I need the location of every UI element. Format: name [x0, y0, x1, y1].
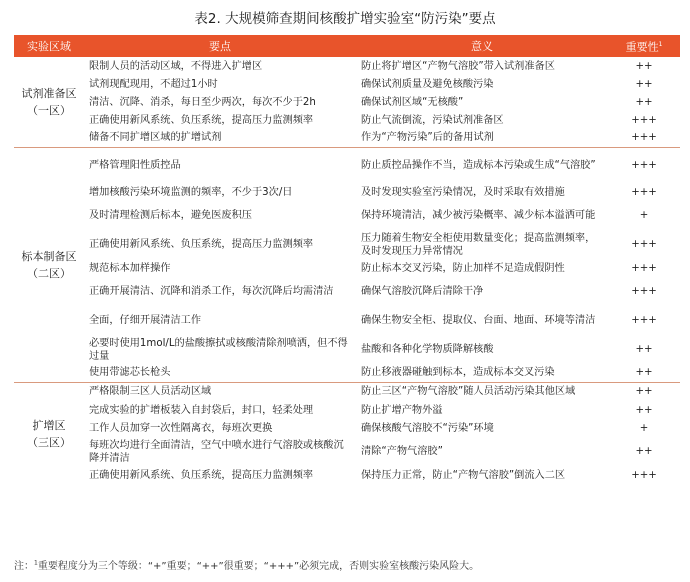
- meaning-cell: 防止气流倒流，污染试剂准备区: [361, 114, 504, 126]
- meaning-cell: 压力随着生物安全柜使用数量变化；提高监测频率，及时发现压力异常情况: [361, 232, 596, 257]
- table-row: [14, 419, 680, 437]
- table-row: [14, 129, 680, 147]
- table-row: [14, 364, 680, 382]
- meaning-cell: 防止移液器碰触到标本，造成标本交叉污染: [361, 367, 555, 379]
- table-header-row: [14, 35, 680, 57]
- point-cell: 全面，仔细开展清洁工作: [89, 315, 202, 326]
- footnote-prefix: 注：: [14, 561, 34, 572]
- importance-cell: ++: [608, 382, 680, 401]
- point-cell: 正确使用新风系统、负压系统，提高压力监测频率: [89, 470, 314, 481]
- meaning-cell: 确保试剂区域“无核酸”: [361, 96, 464, 108]
- meaning-cell: 确保试剂质量及避免核酸污染: [361, 78, 494, 90]
- point-cell: 及时清理检测后标本，避免医废积压: [89, 210, 252, 221]
- importance-cell: ++: [635, 367, 653, 379]
- importance-cell: +++: [631, 470, 657, 481]
- point-cell: 工作人员加穿一次性隔离衣，每班次更换: [89, 422, 273, 434]
- point-cell: 严格限制三区人员活动区域: [84, 382, 356, 401]
- point-cell: 限制人员的活动区域，不得进入扩增区: [89, 60, 263, 72]
- table-row: [14, 277, 680, 306]
- table-row: [14, 93, 680, 111]
- header-meaning: 意义: [356, 35, 608, 57]
- zone-cell: [14, 57, 84, 147]
- point-cell: 储备不同扩增区域的扩增试剂: [89, 132, 222, 144]
- meaning-cell: 防止标本交叉污染，防止加样不足造成假阴性: [361, 262, 565, 274]
- footnote: [14, 557, 680, 572]
- meaning-cell: 保持环境清洁，减少被污染概率、减少标本溢洒可能: [361, 210, 596, 221]
- point-cell: 严格管理阳性质控品: [84, 147, 356, 183]
- zone-cell: [14, 382, 84, 485]
- table-row: [14, 466, 680, 485]
- table-row: [14, 147, 680, 183]
- table-row: [14, 183, 680, 201]
- point-cell: 正确使用新风系统、负压系统，提高压力监测频率: [89, 114, 314, 126]
- header-zone: 实验区域: [14, 35, 84, 57]
- importance-cell: +++: [631, 239, 657, 250]
- importance-cell: +++: [631, 262, 657, 274]
- importance-cell: +++: [631, 114, 657, 126]
- table-row: [14, 259, 680, 277]
- table-row: [14, 306, 680, 335]
- importance-cell: ++: [635, 344, 653, 355]
- point-cell: 清洁、沉降、消杀，每日至少两次，每次不少于2h: [89, 96, 316, 108]
- point-cell: 增加核酸污染环境监测的频率，不少于3次/日: [89, 186, 293, 198]
- importance-cell: ++: [635, 404, 653, 416]
- point-cell: 必要时使用1mol/L的盐酸擦拭或核酸清除剂喷洒，但不得过量: [89, 337, 348, 362]
- point-cell: 试剂现配现用，不超过1小时: [89, 78, 218, 90]
- table-row: [14, 75, 680, 93]
- meaning-cell: 作为“产物污染”后的备用试剂: [361, 132, 494, 144]
- meaning-cell: 防止三区“产物气溶胶”随人员活动污染其他区域: [356, 382, 608, 401]
- meaning-cell: 防止将扩增区“产物气溶胶”带入试剂准备区: [361, 60, 555, 72]
- table-row: [14, 57, 680, 75]
- table-title: 表2. 大规模筛查期间核酸扩增实验室“防污染”要点: [194, 11, 496, 27]
- point-cell: 正确使用新风系统、负压系统，提高压力监测频率: [89, 239, 314, 250]
- table-body: [14, 57, 680, 485]
- importance-cell: +++: [608, 147, 680, 183]
- meaning-cell: 确保核酸气溶胶不“污染”环境: [361, 422, 494, 434]
- meaning-cell: 保持压力正常，防止“产物气溶胶”倒流入二区: [361, 470, 566, 481]
- importance-cell: ++: [635, 96, 653, 108]
- table-row: [14, 401, 680, 419]
- point-cell: 规范标本加样操作: [89, 262, 171, 274]
- importance-cell: +: [639, 422, 649, 434]
- anti-contamination-table: [14, 35, 680, 485]
- header-footnote-mark: 1: [658, 41, 663, 49]
- zone-number: （二区）: [27, 266, 71, 280]
- table-row: [14, 111, 680, 129]
- importance-cell: ++: [635, 60, 653, 72]
- zone-number: （一区）: [27, 103, 71, 117]
- importance-cell: +: [639, 210, 649, 221]
- importance-cell: ++: [635, 446, 653, 457]
- meaning-cell: 确保气溶胶沉降后清除干净: [361, 286, 484, 297]
- meaning-cell: 盐酸和各种化学物质降解核酸: [361, 344, 494, 355]
- table-row: [14, 382, 680, 401]
- zone-name: 扩增区: [32, 418, 66, 432]
- importance-cell: +++: [631, 186, 657, 198]
- footnote-mark: 1: [34, 559, 38, 567]
- importance-cell: ++: [635, 78, 653, 90]
- table-row: [14, 230, 680, 259]
- meaning-cell: 及时发现实验室污染情况，及时采取有效措施: [361, 186, 565, 198]
- point-cell: 每班次均进行全面清洁，空气中喷水进行气溶胶或核酸沉降并清洁: [89, 439, 344, 464]
- meaning-cell: 防止质控品操作不当，造成标本污染或生成“气溶胶”: [356, 147, 608, 183]
- importance-cell: +++: [631, 315, 657, 326]
- meaning-cell: 清除“产物气溶胶”: [361, 446, 443, 457]
- header-importance: 重要性$^1$: [608, 35, 680, 57]
- importance-cell: +++: [631, 132, 657, 144]
- importance-cell: +++: [631, 286, 657, 297]
- zone-cell: [14, 147, 84, 382]
- table-row: [14, 437, 680, 466]
- point-cell: 正确开展清洁、沉降和消杀工作，每次沉降后均需清洁: [89, 286, 334, 297]
- point-cell: 完成实验的扩增板装入自封袋后，封口，轻柔处理: [89, 404, 314, 416]
- footnote-text: 重要程度分为三个等级：“+”重要；“++”很重要；“+++”必须完成，否则实验室核酸污染风险大。: [37, 561, 480, 572]
- header-point: 要点: [84, 35, 356, 57]
- zone-number: （三区）: [27, 435, 71, 449]
- meaning-cell: 防止扩增产物外溢: [361, 404, 443, 416]
- meaning-cell: 确保生物安全柜、提取仪、台面、地面、环境等清洁: [361, 315, 596, 326]
- point-cell: 使用带滤芯长枪头: [89, 367, 171, 379]
- zone-name: 标本制备区: [21, 249, 77, 263]
- table-row: [14, 201, 680, 230]
- table-row: [14, 335, 680, 364]
- zone-name: 试剂准备区: [21, 86, 77, 100]
